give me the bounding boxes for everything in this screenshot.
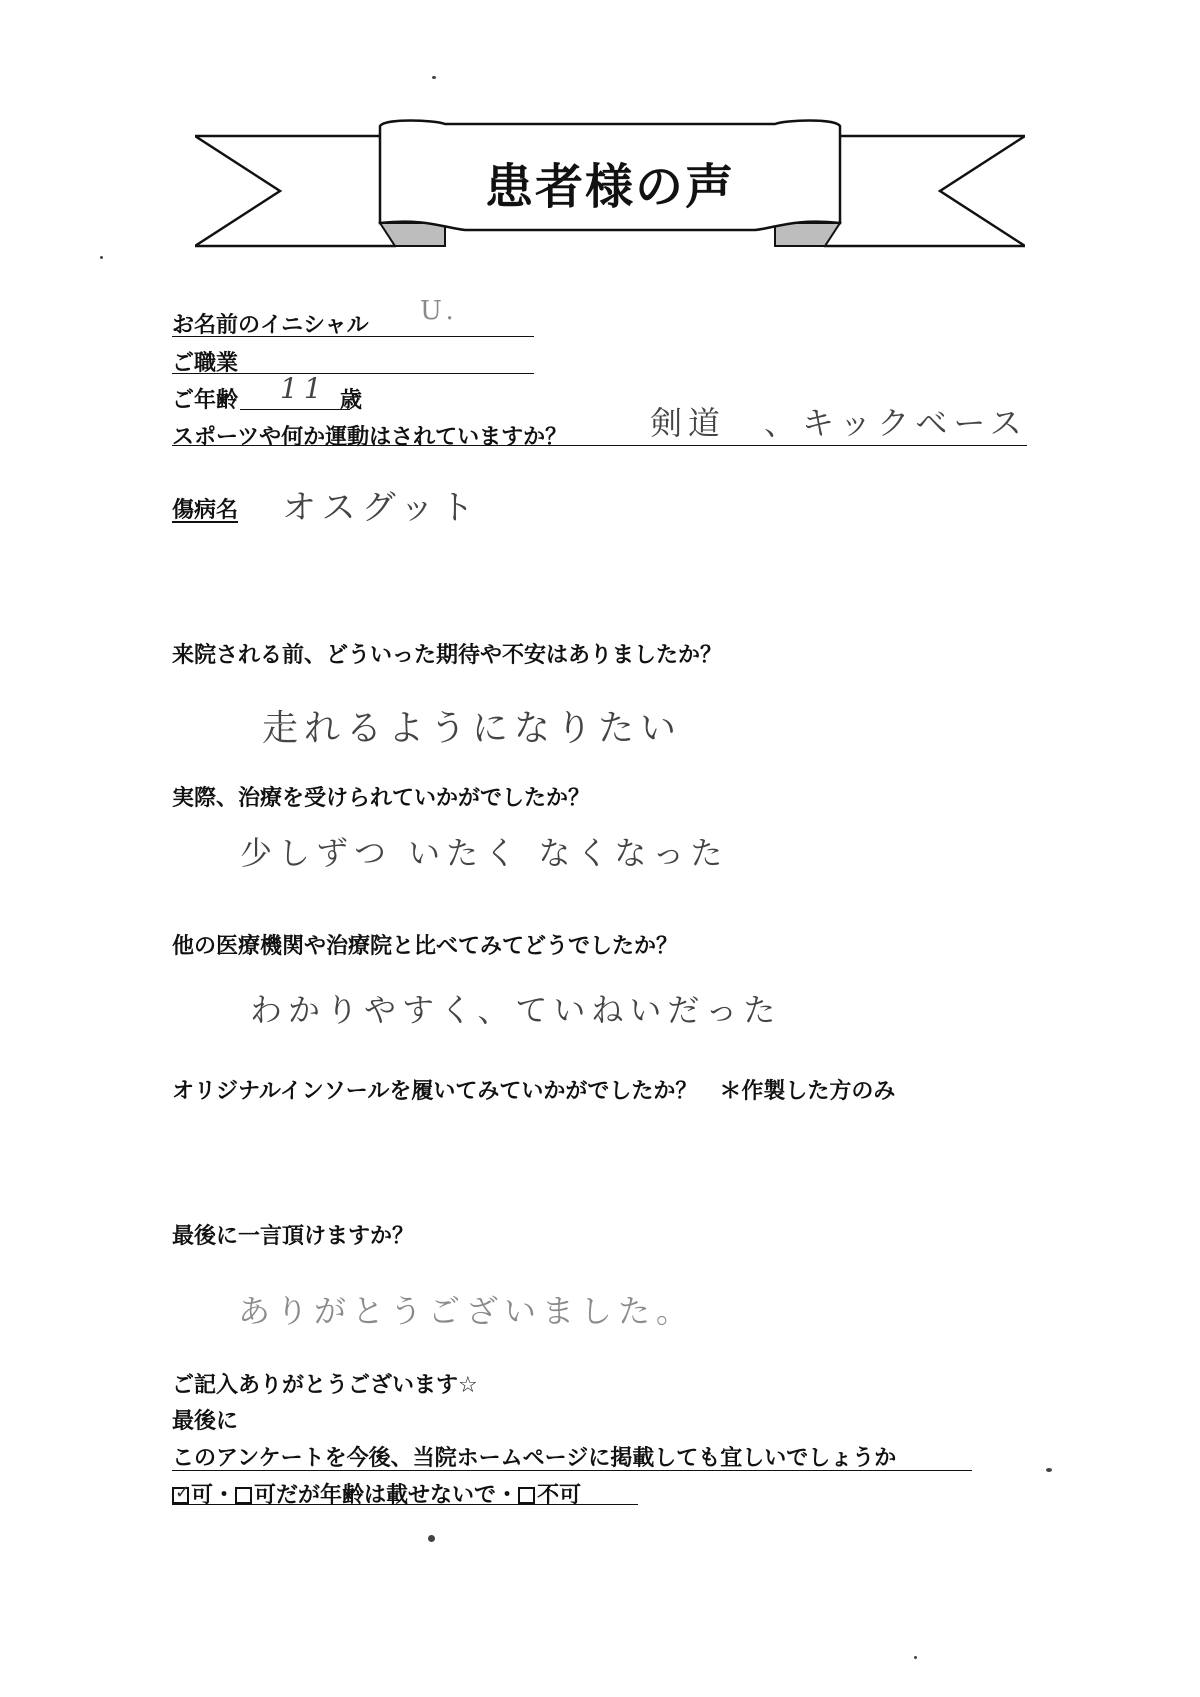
option-separator: ・ bbox=[213, 1483, 236, 1508]
initial-underline bbox=[172, 336, 534, 337]
age-value: 11 bbox=[280, 372, 328, 405]
option-checkbox-allow[interactable] bbox=[172, 1482, 191, 1504]
question-3: 他の医療機関や治療院と比べてみてどうでしたか？ bbox=[172, 934, 679, 959]
permission-question: このアンケートを今後、当院ホームページに掲載しても宜しいでしょうか bbox=[172, 1446, 897, 1471]
injury-label: 傷病名 bbox=[172, 498, 239, 523]
injury-value: オスグット bbox=[282, 488, 480, 528]
question-1: 来院される前、どういった期待や不安はありましたか？ bbox=[172, 643, 723, 668]
sports-underline bbox=[172, 445, 1027, 446]
options-underline bbox=[172, 1504, 638, 1505]
question-2: 実際、治療を受けられていかがでしたか？ bbox=[172, 786, 591, 811]
lastly-text: 最後に bbox=[172, 1409, 239, 1434]
sports-label: スポーツや何か運動はされていますか？ bbox=[172, 425, 568, 450]
scan-speck bbox=[1046, 1468, 1052, 1472]
scan-speck bbox=[100, 256, 103, 259]
occupation-label: ご職業 bbox=[172, 351, 239, 376]
option-separator: ・ bbox=[496, 1483, 519, 1508]
question-4: オリジナルインソールを履いてみていかがでしたか？ ＊作製した方のみ bbox=[172, 1079, 896, 1104]
age-underline bbox=[240, 409, 350, 410]
age-suffix: 歳 bbox=[340, 388, 363, 413]
answer-1: 走れるようになりたい bbox=[262, 708, 683, 749]
occupation-underline bbox=[172, 373, 534, 374]
permission-underline bbox=[172, 1470, 972, 1471]
age-label: ご年齢 bbox=[172, 388, 239, 413]
scan-speck bbox=[432, 76, 436, 79]
option-label-allow-without-age: 可だが年齢は載せないで bbox=[254, 1483, 497, 1508]
answer-3: わかりやすく、ていねいだった bbox=[250, 991, 782, 1029]
answer-5: ありがとうございました。 bbox=[238, 1292, 695, 1330]
sports-value: 剣道 、キックベース bbox=[650, 404, 1028, 442]
page-title: 患者様の声 bbox=[484, 159, 735, 215]
scan-speck bbox=[914, 1656, 917, 1659]
option-label-deny: 不可 bbox=[537, 1483, 582, 1508]
option-checkbox-deny[interactable] bbox=[518, 1487, 535, 1504]
option-checkbox-allow-without-age[interactable] bbox=[235, 1487, 252, 1504]
check-mark-icon: ✓ bbox=[175, 1482, 191, 1503]
thanks-text: ご記入ありがとうございます☆ bbox=[172, 1373, 478, 1398]
option-label-allow: 可 bbox=[191, 1483, 214, 1508]
question-5: 最後に一言頂けますか？ bbox=[172, 1224, 415, 1249]
answer-2: 少しずつ いたく なくなった bbox=[240, 834, 729, 872]
initial-value: U. bbox=[420, 296, 460, 326]
scan-speck bbox=[428, 1535, 435, 1542]
initial-label: お名前のイニシャル bbox=[172, 313, 369, 338]
